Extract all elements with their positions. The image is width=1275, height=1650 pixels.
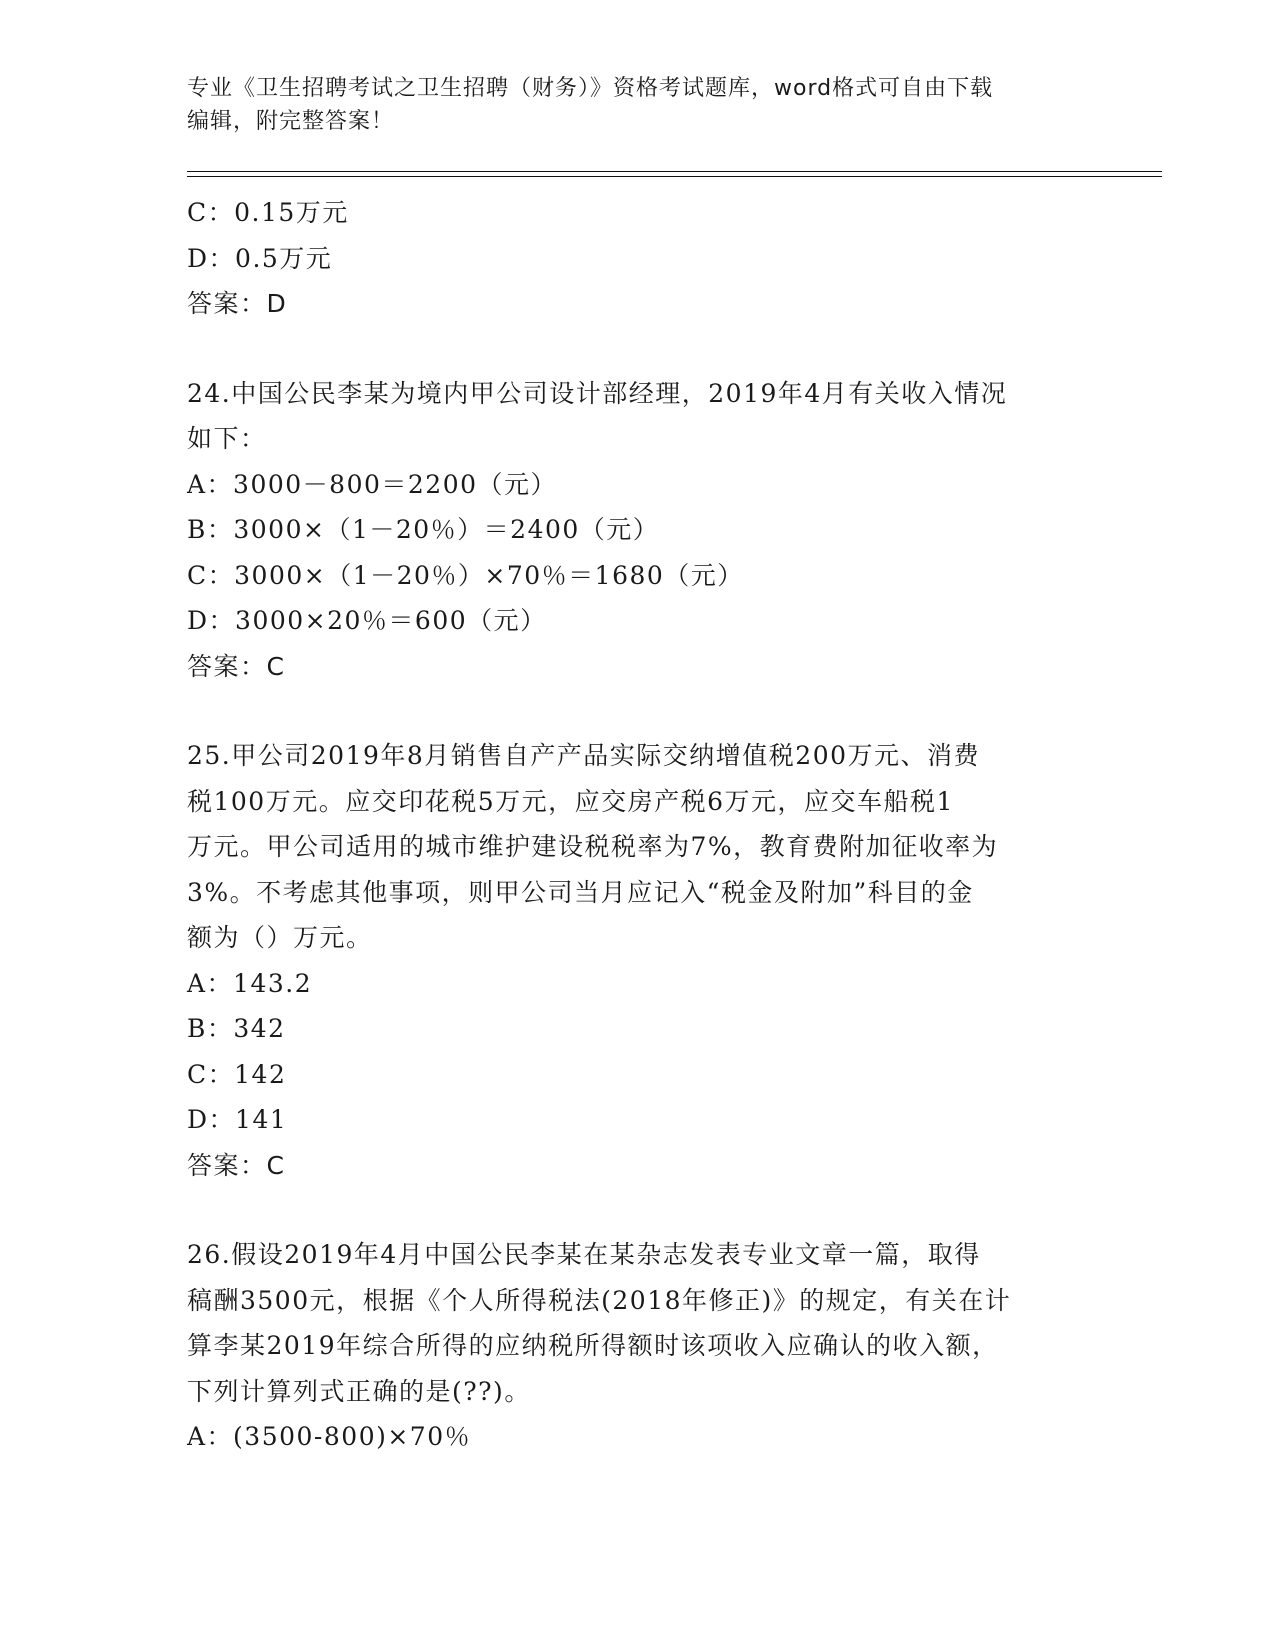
option-c: C：142 — [187, 1059, 287, 1089]
header-rule-top — [187, 171, 1162, 172]
question-stem-line: 下列计算列式正确的是(??)。 — [187, 1376, 531, 1406]
option-a: A：143.2 — [187, 968, 313, 998]
question-stem-line: 24.中国公民李某为境内甲公司设计部经理，2019年4月有关收入情况 — [187, 378, 1008, 408]
question-stem-line: 3%。不考虑其他事项，则甲公司当月应记入“税金及附加”科目的金 — [187, 877, 974, 907]
option-c: C：0.15万元 — [187, 198, 349, 227]
option-d: D：141 — [187, 1105, 288, 1134]
question-stem-line: 稿酬3500元，根据《个人所得税法(2018年修正)》的规定，有关在计 — [187, 1285, 1012, 1315]
question-stem-line: 额为（）万元。 — [187, 923, 373, 952]
question-25 — [187, 733, 1087, 1188]
prev-question-block — [187, 190, 1087, 327]
answer-line: 答案：C — [187, 651, 286, 681]
header-line-2: 编辑，附完整答案！ — [187, 109, 395, 134]
option-d: D：0.5万元 — [187, 243, 333, 273]
question-stem-line: 税100万元。应交印花税5万元，应交房产税6万元，应交车船税1 — [187, 786, 954, 816]
question-stem-line: 25.甲公司2019年8月销售自产产品实际交纳增值税200万元、消费 — [187, 741, 981, 770]
option-b: B：3000×（1－20％）＝2400（元） — [187, 515, 660, 544]
question-26 — [187, 1232, 1087, 1460]
answer-line: 答案：C — [187, 1150, 286, 1180]
question-stem-line: 万元。甲公司适用的城市维护建设税税率为7%，教育费附加征收率为 — [187, 832, 999, 861]
header-rule-bottom — [187, 176, 1162, 177]
question-stem-line: 26.假设2019年4月中国公民李某在某杂志发表专业文章一篇，取得 — [187, 1240, 981, 1269]
option-a: A：(3500-800)×70％ — [187, 1422, 472, 1451]
question-stem-line: 算李某2019年综合所得的应纳税所得额时该项收入应确认的收入额， — [187, 1331, 999, 1360]
header-line-1: 专业《卫生招聘考试之卫生招聘（财务）》资格考试题库，word格式可自由下载 — [187, 76, 994, 101]
question-stem-line: 如下： — [187, 424, 267, 453]
question-content — [187, 190, 1087, 1460]
question-24 — [187, 371, 1087, 690]
document-header — [187, 72, 1087, 138]
option-c: C：3000×（1－20％）×70％＝1680（元） — [187, 560, 744, 590]
option-a: A：3000－800＝2200（元） — [187, 469, 558, 499]
option-b: B：342 — [187, 1014, 286, 1043]
option-d: D：3000×20％＝600（元） — [187, 606, 547, 635]
answer-line: 答案：D — [187, 289, 288, 318]
